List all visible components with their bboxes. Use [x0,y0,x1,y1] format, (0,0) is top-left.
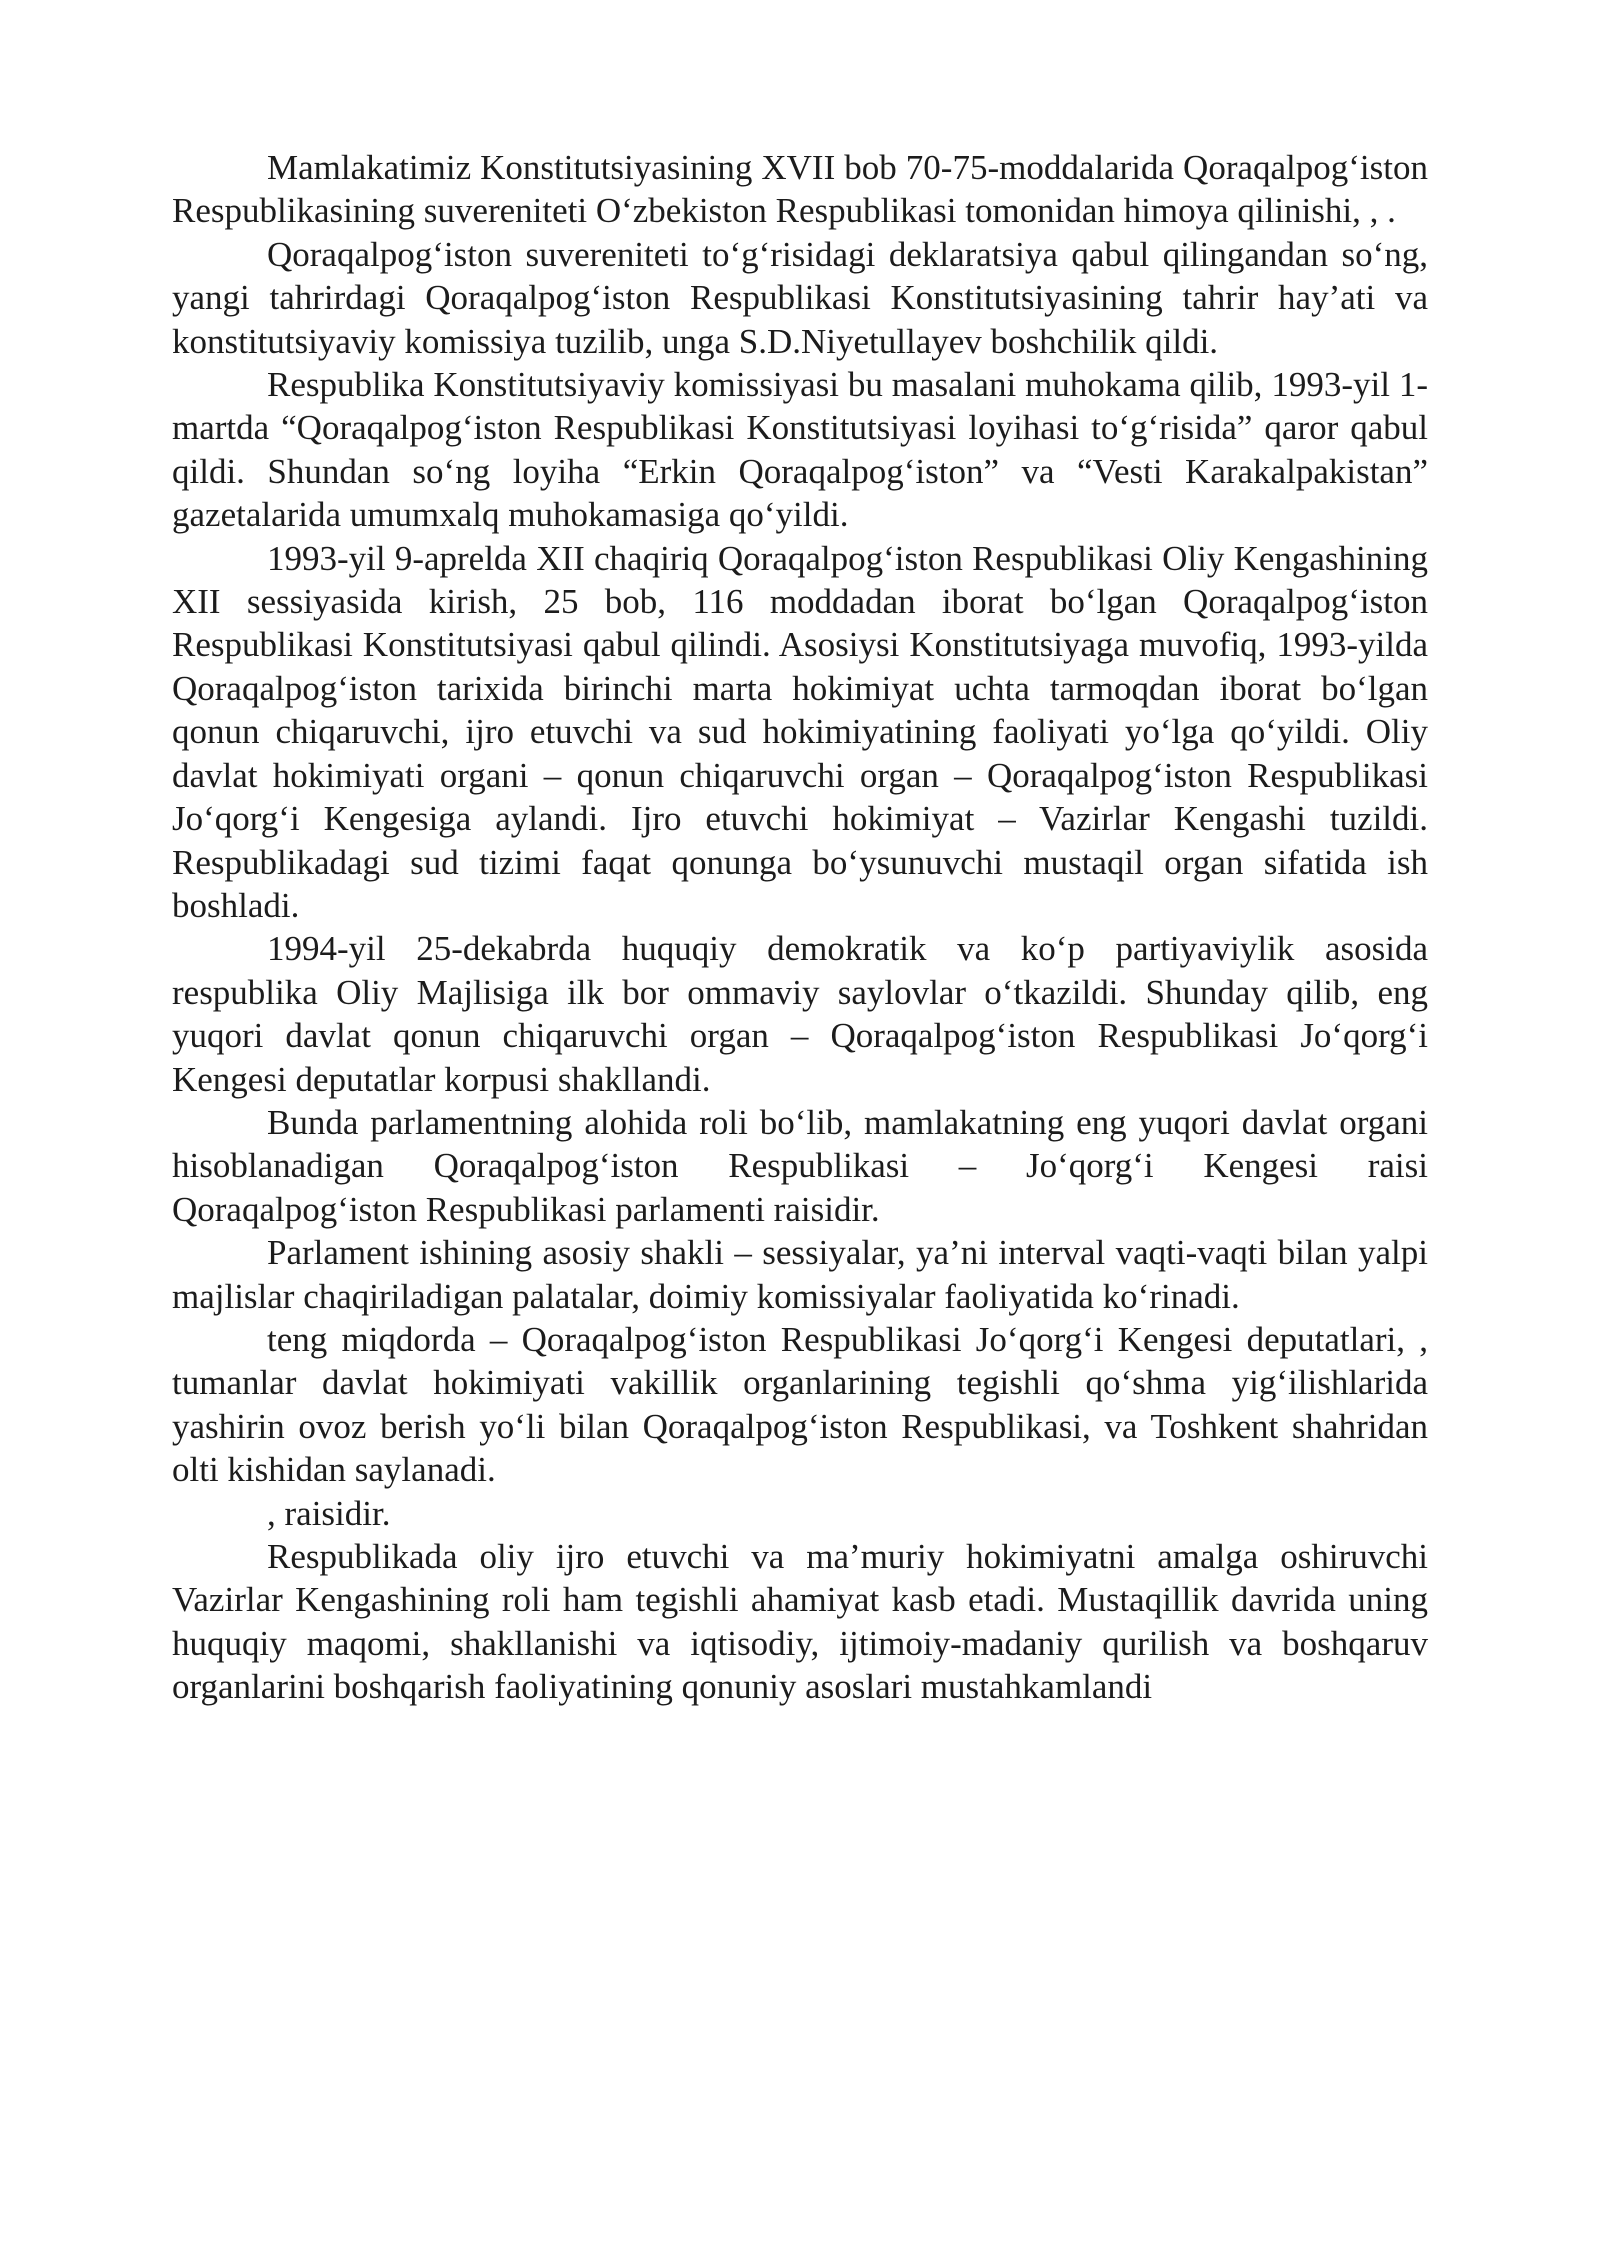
paragraph-council-of-ministers: Respublikada oliy ijro etuvchi va ma’muriy hokimiyatni amalga oshiruvchi Vazirlar Kengashining roli ham tegishli ahamiyat kasb etadi. Mustaqillik davrida uning huquqiy maqomi, shakllanishi va iqtisodiy, ijtimoiy-madaniy qurilish va boshqaruv organlarini boshqarish faoliyatining qonuniy asoslari mustahkamlandi [172,1537,1428,1707]
paragraph-constitutional-commission: Respublika Konstitutsiyaviy komissiyasi bu masalani muhokama qilib, 1993-yil 1-martda “Qoraqalpog‘iston Respublikasi Konstitutsiyasi loyihasi to‘g‘risida” qaror qabul qildi. Shundan so‘ng loyiha “Erkin Qoraqalpog‘iston” va “Vesti Karakalpakistan” gazetalarida umumxalq muhokamasiga qo‘yildi. [172,365,1428,535]
paragraph-1994-elections: 1994-yil 25-dekabrda huquqiy demokratik va ko‘p partiyaviylik asosida respublika Oliy Majlisiga ilk bor ommaviy saylovlar o‘tkazildi. Shunday qilib, eng yuqori davlat qonun chiqaruvchi organ – Qoraqalpog‘iston Respublikasi Jo‘qorg‘i Kengesi deputatlar korpusi shakllandi. [172,929,1428,1099]
paragraph-parliament-role: Bunda parlamentning alohida roli bo‘lib, mamlakatning eng yuqori davlat organi hisoblanadigan Qoraqalpog‘iston Respublikasi – Jo‘qorg‘i Kengesi raisi Qoraqalpog‘iston Respublikasi parlamenti raisidir. [172,1102,1428,1229]
paragraph-parliament-sessions: Parlament ishining asosiy shakli – sessiyalar, ya’ni interval vaqti-vaqti bilan yalpi majlislar chaqiriladigan palatalar, doimiy komissiyalar faoliyatida ko‘rinadi. [172,1233,1428,1316]
paragraph-constitution-adoption: 1993-yil 9-aprelda XII chaqiriq Qoraqalpog‘iston Respublikasi Oliy Kengashining XII sessiyasida kirish, 25 bob, 116 moddadan iborat bo‘lgan Qoraqalpog‘iston Respublikasi Konstitutsiyasi qabul qilindi. Asosiysi Konstitutsiyaga muvofiq, 1993-yilda Qoraqalpog‘iston tarixida birinchi marta hokimiyat uchta tarmoqdan iborat bo‘lgan qonun chiqaruvchi, ijro etuvchi va sud hokimiyatining faoliyati yo‘lga qo‘yildi. Oliy davlat hokimiyati organi – qonun chiqaruvchi organ – Qoraqalpog‘iston Respublikasi Jo‘qorg‘i Kengesiga aylandi. Ijro etuvchi hokimiyat – Vazirlar Kengashi tuzildi. Respublikadagi sud tizimi faqat qonunga bo‘ysunuvchi mustaqil organ sifatida ish boshladi. [172,538,1428,925]
paragraph-constitution-chapter: Mamlakatimiz Konstitutsiyasining XVII bob 70-75-moddalarida Qoraqalpog‘iston Respublikasining suvereniteti O‘zbekiston Respublikasi tomonidan himoya qilinishi, , . [172,148,1428,231]
paragraph-sovereignty-declaration: Qoraqalpog‘iston suvereniteti to‘g‘risidagi deklaratsiya qabul qilingandan so‘ng, yangi tahrirdagi Qoraqalpog‘iston Respublikasi Konstitutsiyasining tahrir hay’ati va konstitutsiyaviy komissiya tuzilib, unga S.D.Niyetullayev boshchilik qildi. [172,234,1428,361]
paragraph-deputies-election: teng miqdorda – Qoraqalpog‘iston Respublikasi Jo‘qorg‘i Kengesi deputatlari, , tumanlar davlat hokimiyati vakillik organlarining tegishli qo‘shma yig‘ilishlarida yashirin ovoz berish yo‘li bilan Qoraqalpog‘iston Respublikasi, va Toshkent shahridan olti kishidan saylanadi. [172,1319,1428,1490]
paragraph-chairman: , raisidir. [267,1493,391,1533]
body-text [172,146,1428,1709]
